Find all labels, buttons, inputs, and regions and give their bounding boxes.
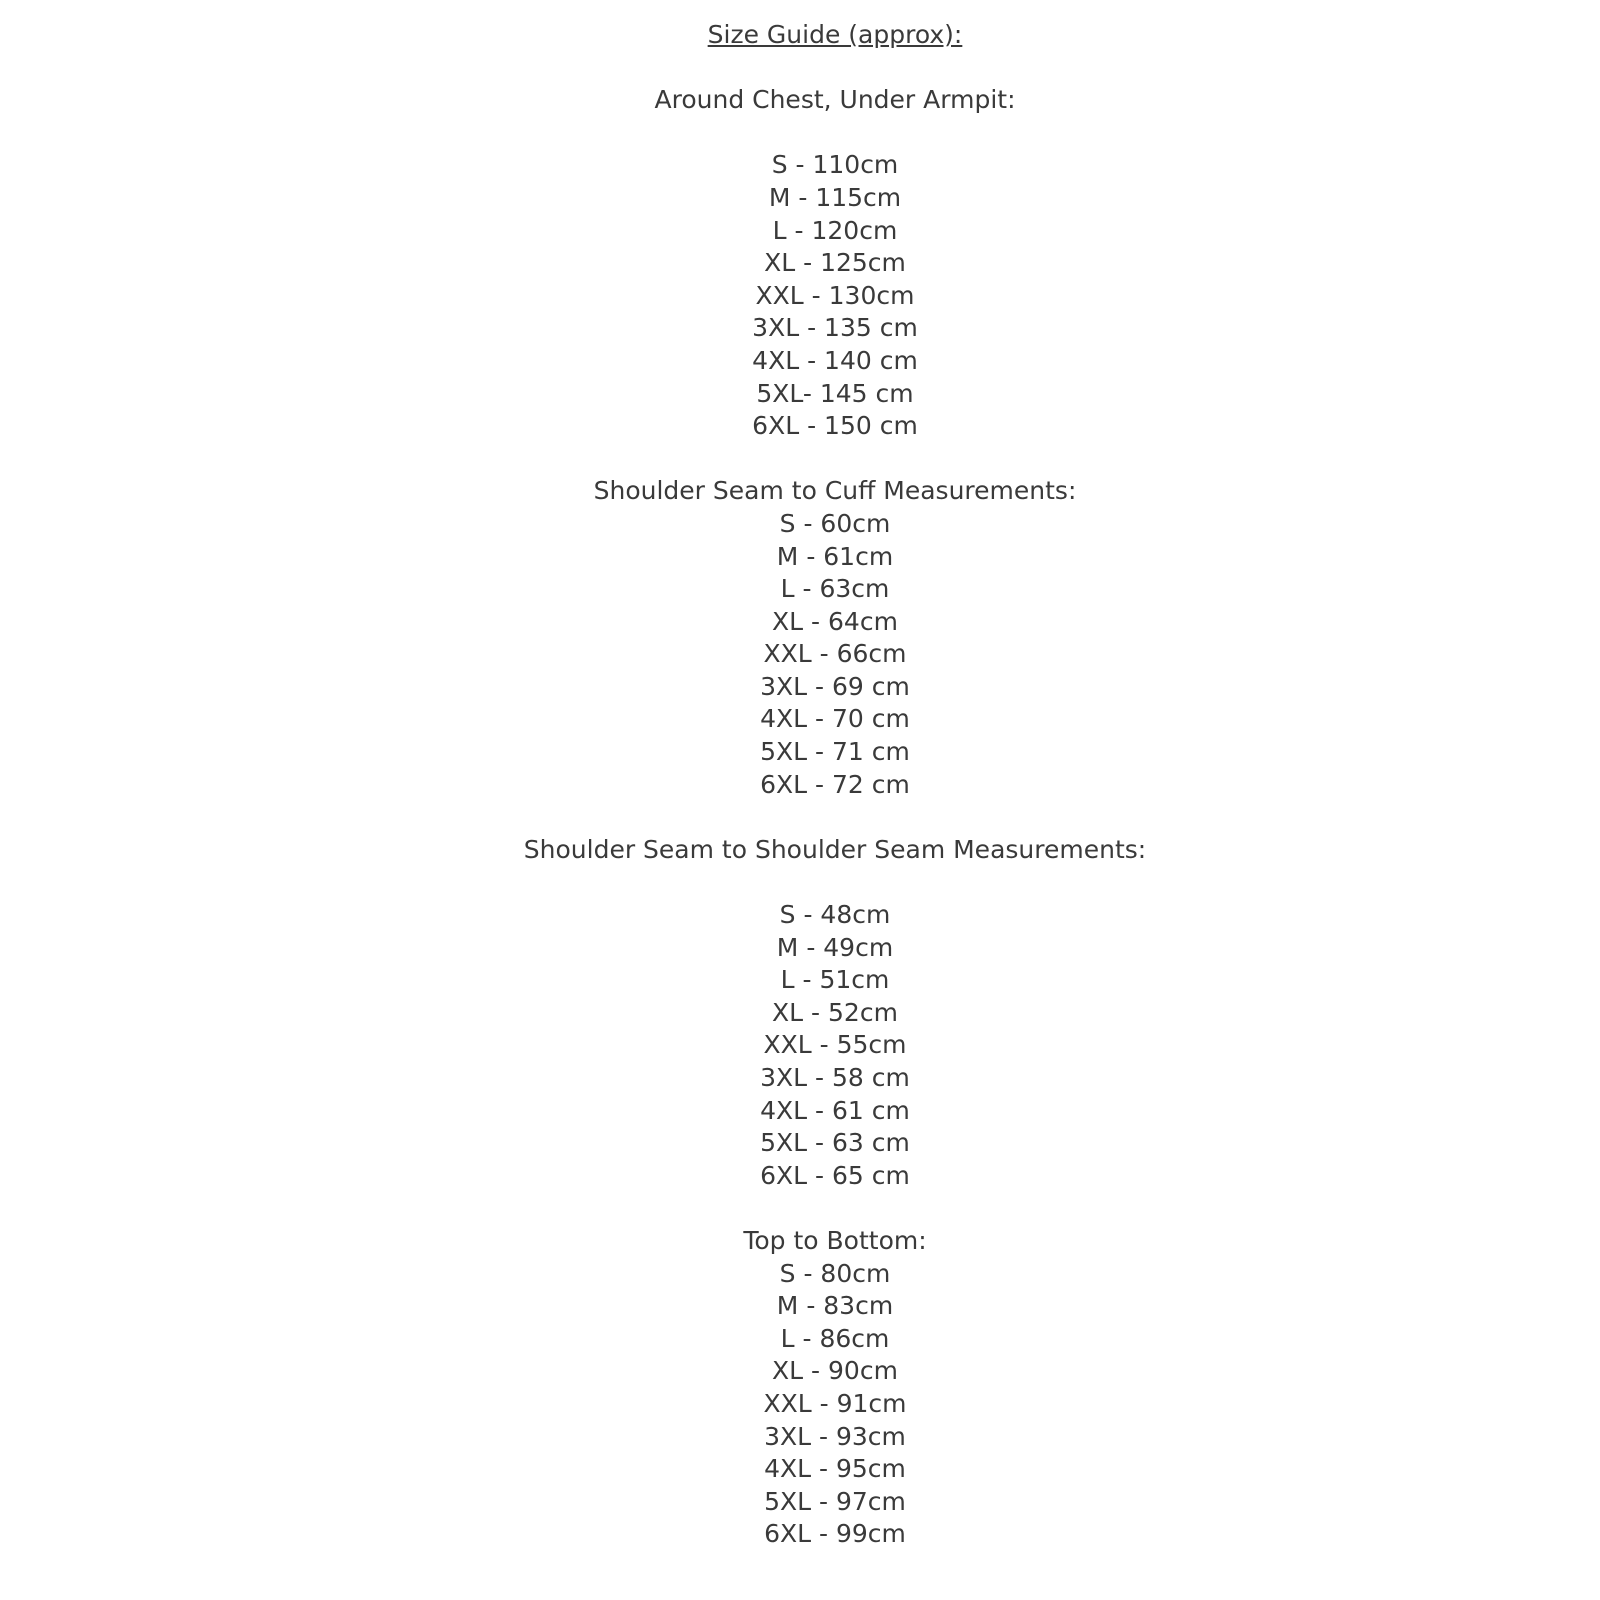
size-list-item: L - 51cm bbox=[780, 965, 890, 995]
size-list-item: XXL - 91cm bbox=[763, 1388, 907, 1418]
size-list-item: L - 86cm bbox=[780, 1323, 890, 1353]
size-list-item: XXL - 55cm bbox=[763, 1030, 907, 1060]
size-list-item: XL - 90cm bbox=[772, 1356, 898, 1386]
size-list-item: S - 110cm bbox=[771, 150, 899, 180]
size-list-item: 5XL- 145 cm bbox=[756, 378, 914, 408]
size-list-item: XXL - 130cm bbox=[755, 280, 915, 310]
size-list-item: 5XL - 97cm bbox=[764, 1486, 906, 1516]
size-list-item: XXL - 66cm bbox=[763, 639, 907, 669]
size-list-item: 3XL - 58 cm bbox=[760, 1063, 910, 1092]
section-heading: Shoulder Seam to Cuff Measurements: bbox=[593, 476, 1077, 506]
size-list bbox=[70, 899, 1600, 1192]
section-heading: Around Chest, Under Armpit: bbox=[654, 85, 1016, 115]
size-list-item: XL - 64cm bbox=[772, 606, 898, 636]
size-list-item: 6XL - 150 cm bbox=[752, 411, 918, 441]
size-list bbox=[70, 1258, 1600, 1551]
size-guide-section bbox=[70, 475, 1600, 801]
size-list-item: 4XL - 70 cm bbox=[760, 704, 910, 734]
size-guide-section bbox=[70, 84, 1600, 443]
page-title: Size Guide (approx): bbox=[707, 20, 963, 49]
size-list-item: 4XL - 61 cm bbox=[760, 1095, 910, 1125]
size-guide-section bbox=[70, 834, 1600, 1193]
size-list-item: L - 120cm bbox=[772, 215, 898, 245]
size-list bbox=[70, 508, 1600, 801]
size-list-item: 3XL - 69 cm bbox=[760, 671, 910, 701]
size-list-item: 4XL - 140 cm bbox=[752, 345, 918, 375]
size-list-item: M - 83cm bbox=[776, 1291, 894, 1321]
size-list-item: 5XL - 63 cm bbox=[760, 1128, 910, 1158]
size-list-item: L - 63cm bbox=[780, 574, 890, 604]
section-heading: Shoulder Seam to Shoulder Seam Measurements: bbox=[523, 834, 1147, 864]
section-heading: Top to Bottom: bbox=[743, 1225, 927, 1255]
size-list-item: M - 61cm bbox=[776, 541, 894, 571]
size-list-item: XL - 125cm bbox=[764, 248, 906, 278]
size-list-item: 4XL - 95cm bbox=[764, 1454, 906, 1484]
size-list-item: S - 60cm bbox=[779, 508, 891, 538]
size-list-item: S - 48cm bbox=[779, 900, 891, 930]
size-list-item: 6XL - 99cm bbox=[764, 1519, 906, 1549]
size-list-item: 3XL - 93cm bbox=[764, 1421, 906, 1451]
size-list-item: M - 49cm bbox=[776, 932, 894, 962]
size-list bbox=[70, 149, 1600, 442]
size-list-item: 6XL - 65 cm bbox=[760, 1160, 910, 1190]
size-list-item: M - 115cm bbox=[768, 182, 902, 212]
size-list-item: 6XL - 72 cm bbox=[760, 769, 910, 799]
size-guide-section bbox=[70, 1225, 1600, 1551]
size-list-item: 5XL - 71 cm bbox=[760, 737, 910, 767]
size-list-item: XL - 52cm bbox=[772, 997, 898, 1027]
size-list-item: 3XL - 135 cm bbox=[752, 313, 918, 343]
size-list-item: S - 80cm bbox=[779, 1258, 891, 1288]
size-guide-sections bbox=[70, 84, 1600, 1551]
